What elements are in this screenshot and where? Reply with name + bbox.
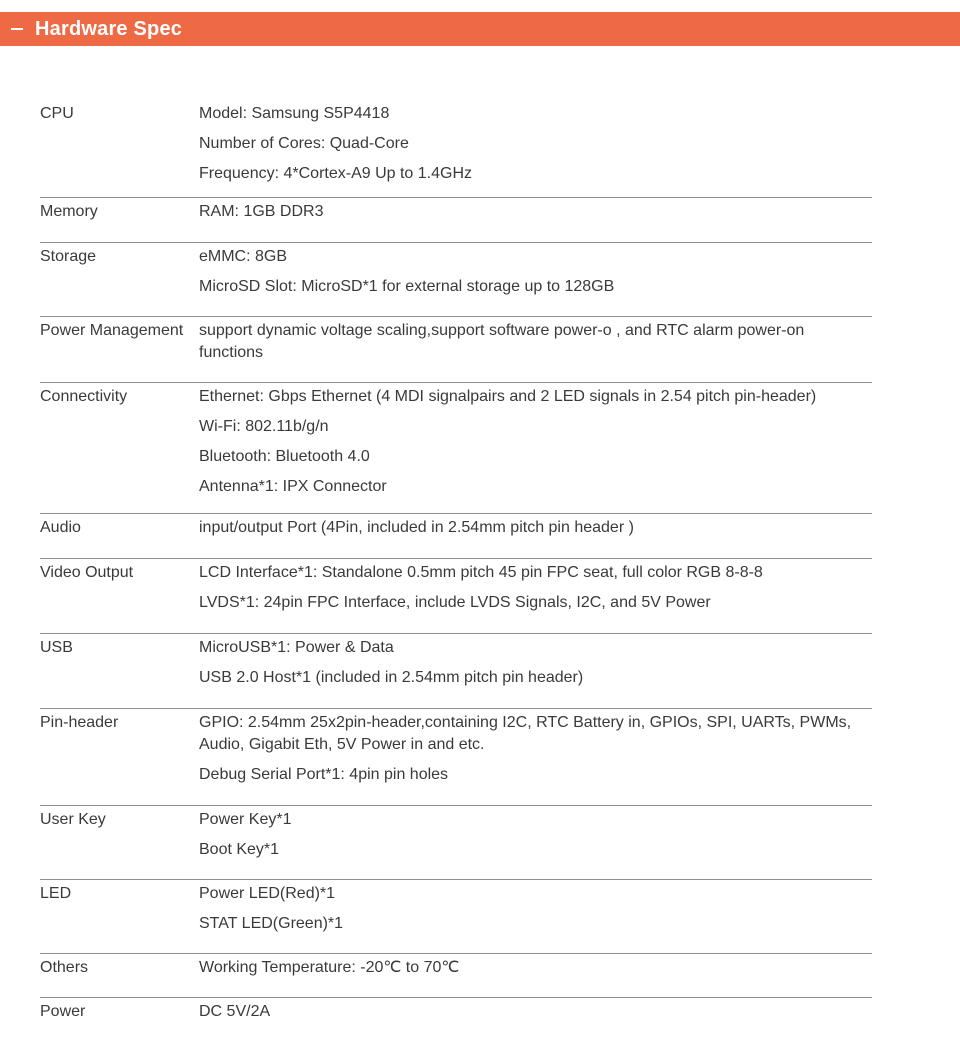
spec-value (199, 197, 872, 242)
spec-value-line: Antenna*1: IPX Connector (199, 477, 387, 495)
spec-value (199, 879, 872, 953)
spec-value-line: MicroUSB*1: Power & Data (199, 638, 394, 656)
spec-value-line: Power LED(Red)*1 (199, 884, 336, 902)
spec-row (40, 382, 872, 513)
spec-value-line: eMMC: 8GB (199, 247, 288, 265)
spec-row (40, 997, 872, 1041)
spec-row (40, 242, 872, 316)
spec-label: User Key (40, 810, 106, 828)
spec-value (199, 513, 872, 558)
minus-icon[interactable] (11, 28, 23, 30)
spec-value (199, 242, 872, 316)
spec-value (199, 100, 872, 197)
spec-value-line: Frequency: 4*Cortex-A9 Up to 1.4GHz (199, 165, 473, 182)
spec-table-body (40, 100, 872, 1041)
spec-row (40, 100, 872, 197)
spec-row (40, 513, 872, 558)
spec-label: Video Output (40, 563, 134, 581)
spec-value-line: Model: Samsung S5P4418 (199, 105, 390, 122)
spec-table (40, 100, 872, 1041)
spec-value-line: Number of Cores: Quad-Core (199, 135, 409, 152)
spec-label: Power Management (40, 321, 184, 339)
spec-value (199, 805, 872, 879)
spec-row (40, 316, 872, 382)
spec-label: Storage (40, 247, 97, 265)
spec-value-line: LVDS*1: 24pin FPC Interface, include LVDS Signals, I2C, and 5V Power (199, 593, 711, 611)
spec-value-line: STAT LED(Green)*1 (199, 914, 344, 932)
spec-value (199, 558, 872, 633)
spec-label: Power (40, 1002, 86, 1020)
spec-value-line: Debug Serial Port*1: 4pin pin holes (199, 765, 449, 783)
spec-value-line: MicroSD Slot: MicroSD*1 for external storage up to 128GB (199, 277, 615, 295)
section-header[interactable] (0, 12, 960, 46)
spec-label: Connectivity (40, 387, 128, 405)
spec-row (40, 879, 872, 953)
spec-value (199, 633, 872, 708)
spec-value-line: Boot Key*1 (199, 840, 280, 858)
spec-value-line: Working Temperature: -20℃ to 70℃ (199, 958, 460, 976)
spec-row (40, 953, 872, 997)
spec-label: Others (40, 958, 89, 976)
spec-value-line: RAM: 1GB DDR3 (199, 202, 324, 220)
spec-value-line: Wi-Fi: 802.11b/g/n (199, 417, 329, 435)
spec-label: LED (40, 884, 72, 902)
spec-value (199, 953, 872, 997)
spec-row (40, 633, 872, 708)
spec-row (40, 708, 872, 805)
spec-value-line: GPIO: 2.54mm 25x2pin-header,containing I2C, RTC Battery in, GPIOs, SPI, UARTs, PWMs, Audio, Gigabit Eth, 5V Power in and etc. (199, 713, 852, 753)
section-title: Hardware Spec (35, 17, 183, 40)
spec-label: Memory (40, 202, 98, 220)
spec-value-line: input/output Port (4Pin, included in 2.54mm pitch pin header ) (199, 518, 634, 536)
spec-row (40, 805, 872, 879)
spec-row (40, 197, 872, 242)
spec-label: USB (40, 638, 73, 656)
spec-label: CPU (40, 105, 74, 122)
spec-value-line: Ethernet: Gbps Ethernet (4 MDI signalpairs and 2 LED signals in 2.54 pitch pin-header) (199, 387, 817, 405)
spec-value (199, 382, 872, 513)
spec-value-line: USB 2.0 Host*1 (included in 2.54mm pitch pin header) (199, 668, 584, 686)
spec-value (199, 997, 872, 1041)
spec-value-line: LCD Interface*1: Standalone 0.5mm pitch 45 pin FPC seat, full color RGB 8-8-8 (199, 563, 763, 581)
spec-row (40, 558, 872, 633)
spec-value (199, 316, 872, 382)
spec-label: Audio (40, 518, 81, 536)
spec-value-line: Power Key*1 (199, 810, 292, 828)
spec-value-line: DC 5V/2A (199, 1002, 271, 1020)
spec-value-line: support dynamic voltage scaling,support software power-o , and RTC alarm power-on functions (199, 321, 805, 361)
spec-value (199, 708, 872, 805)
spec-value-line: Bluetooth: Bluetooth 4.0 (199, 447, 370, 465)
spec-label: Pin-header (40, 713, 119, 731)
